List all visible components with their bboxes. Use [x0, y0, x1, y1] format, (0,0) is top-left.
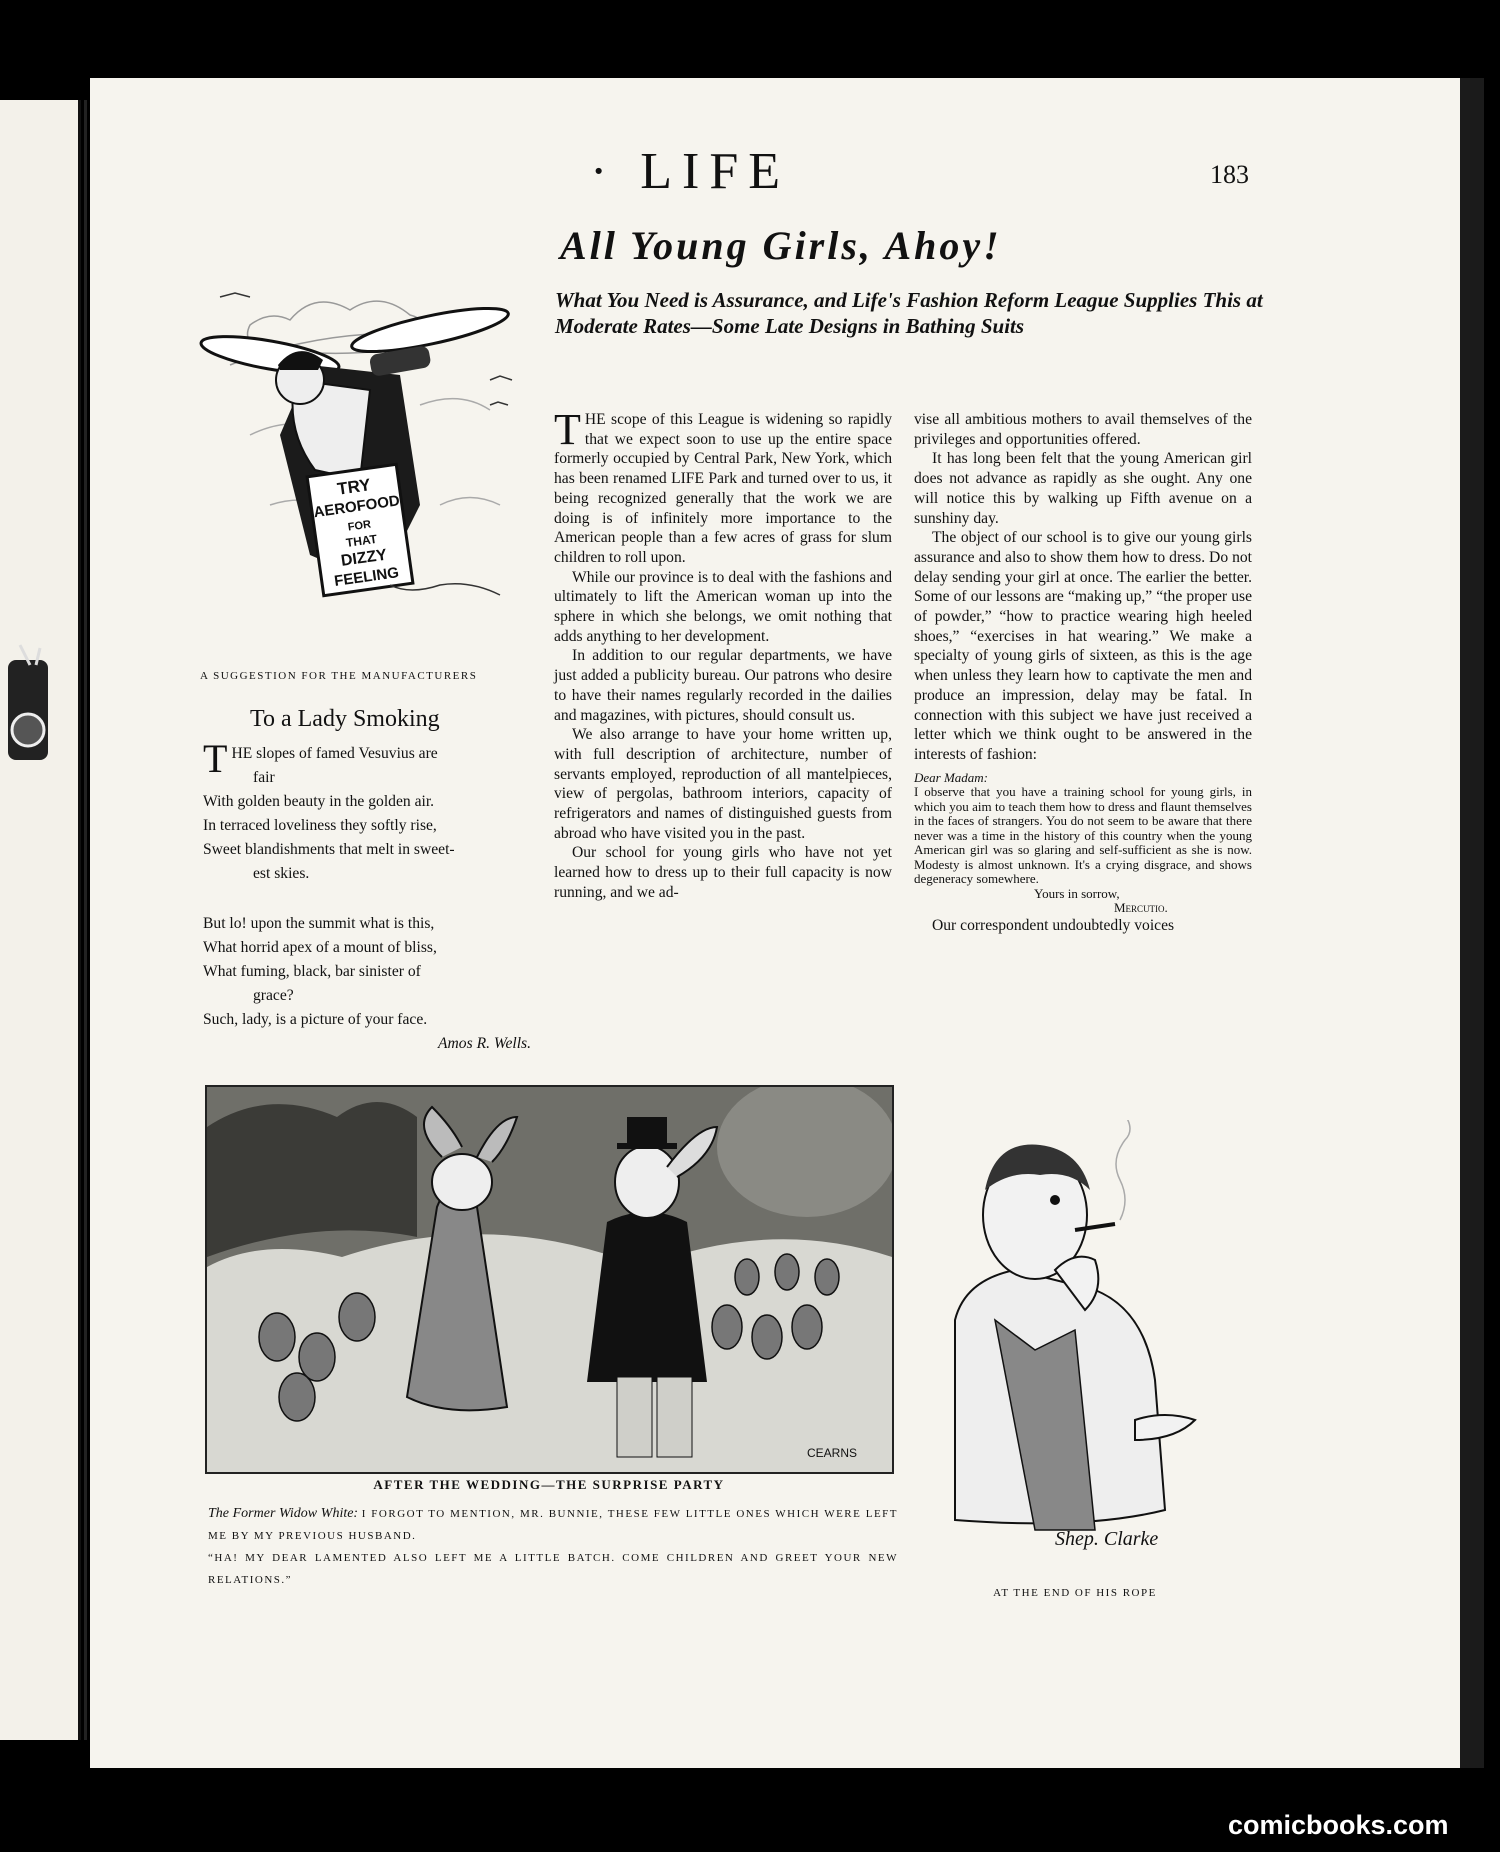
article-paragraph: Our correspondent undoubtedly voices — [932, 916, 1175, 934]
sign-line: AEROFOOD — [312, 492, 401, 522]
rabbits-illustration — [207, 1087, 892, 1472]
poem-line: est skies. — [253, 865, 310, 882]
poem-author: Amos R. Wells. — [438, 1035, 531, 1052]
article-dropcap: T — [554, 405, 581, 454]
watermark: comicbooks.com — [1228, 1810, 1449, 1840]
article-headline: All Young Girls, Ahoy! — [560, 223, 1002, 268]
article-paragraph: The object of our school is to give our young girls assurance and also to show them how to dress. Do not delay sending your girl at once. The earlier the better. Some of our lessons are “making up,” “the proper use of powder,” “how to practice wearing high heeled shoes,” “exercises in hat wearing.” We make a specialty of young girls of sixteen, as this is the age when unless they learn how to captivate the men and produce an impression, delay may be fatal. In connection with this subject we have just received a letter which we think ought to be answered in the interests of fashion: — [914, 529, 1252, 763]
aerofood-cartoon — [190, 285, 550, 655]
cartoon3-signature: Shep. Clarke — [1055, 1528, 1159, 1550]
poem-line: Such, lady, is a picture of your face. — [203, 1011, 428, 1028]
cartoon2-signature: CEARNS — [807, 1446, 858, 1460]
article-paragraph: In addition to our regular departments, we have just added a publicity bureau. Our patrons who desire to have their names regularly recorded in the dailies and magazines, with pictures, should consult us. — [554, 647, 892, 724]
article-paragraph: We also arrange to have your home written up, with full description of architecture, number of servants employed, reproduction of all mantelpieces, view of pergolas, bathroom interiors, capacity of refrigerators and names of distinguished guests from abroad who have visited you in the past. — [554, 726, 892, 842]
smoking-man-cartoon — [935, 1120, 1215, 1560]
sign-line: DIZZY — [339, 546, 389, 570]
page-right-edge — [1460, 78, 1484, 1768]
poem-title: To a Lady Smoking — [250, 706, 440, 732]
cartoon2-speaker: The Former Widow White: — [208, 1506, 359, 1521]
poem-line: In terraced loveliness they softly rise, — [203, 817, 437, 834]
sign-line: FEELING — [333, 564, 400, 590]
letter-body: I observe that you have a training school for young girls, in which you aim to teach them how to dress and flaunt themselves in the faces of strangers. You do not seem to be aware that there never was a time in the history of this country when the young American girl was so glaring and self-sufficient as she is now. Modesty is almost unknown. It's a crying disgrace, and shows degeneracy somewhere. — [914, 784, 1252, 887]
poem-line: With golden beauty in the golden air. — [203, 793, 435, 810]
article-column-1 — [554, 405, 892, 903]
poem-dropcap: T — [203, 736, 228, 781]
letter-closing: Yours in sorrow, — [1034, 885, 1120, 901]
letter-signature: Mercutio. — [1114, 900, 1168, 916]
article-paragraph: HE scope of this League is widening so rapidly that we expect soon to use up the entire space formerly occupied by Central Park, New York, which has been renamed LIFE Park and turned over to us, it being recognized generally that the work we are doing is of infinitely more importance to the American people than a few acres of grass for slum children to roll upon. — [554, 411, 892, 566]
surprise-party-cartoon — [205, 1085, 894, 1474]
sign-line: TRY — [336, 475, 372, 499]
poem-line: What fuming, black, bar sinister of — [203, 963, 421, 980]
article-column-2 — [914, 410, 1252, 935]
letter — [914, 771, 1252, 916]
article-paragraph: Our school for young girls who have not yet learned how to dress up to their full capacity is now running, and we ad- — [554, 844, 892, 901]
poem-body — [203, 736, 543, 1056]
cartoon2-caption — [208, 1503, 898, 1591]
article-deck: What You Need is Assurance, and Life's Fashion Reform League Supplies This at Moderate Rates—Some Late Designs in Bathing Suits — [555, 288, 1263, 338]
poem-line: HE slopes of famed Vesuvius are — [231, 745, 438, 762]
poem-line: But lo! upon the summit what is this, — [203, 915, 435, 932]
poem-line: fair — [253, 769, 275, 786]
cartoon1-caption: A SUGGESTION FOR THE MANUFACTURERS — [200, 670, 478, 682]
binder-clip-icon — [0, 640, 70, 790]
sign-line: FOR — [347, 518, 372, 534]
cartoon3-caption: AT THE END OF HIS ROPE — [993, 1587, 1157, 1599]
article-paragraph: vise all ambitious mothers to avail themselves of the privileges and opportunities offered. — [914, 411, 1252, 448]
cartoon2-line: I FORGOT TO MENTION, MR. BUNNIE, THESE FEW LITTLE ONES WHICH WERE LEFT ME BY MY PREVIOUS HUSBAND. — [208, 1508, 899, 1542]
masthead: · LIFE — [589, 143, 791, 200]
cartoon2-title: AFTER THE WEDDING—THE SURPRISE PARTY — [373, 1477, 725, 1492]
letter-salutation: Dear Madam: — [914, 769, 989, 785]
cartoon2-line: “HA! MY DEAR LAMENTED ALSO LEFT ME A LITTLE BATCH. COME CHILDREN AND GREET YOUR NEW RELATIONS.” — [208, 1552, 898, 1586]
gutter-line — [84, 100, 87, 1740]
page-number: 183 — [1210, 160, 1249, 189]
poem-line: Sweet blandishments that melt in sweet- — [203, 841, 455, 858]
left-page-edge — [0, 100, 81, 1740]
article-paragraph: It has long been felt that the young American girl does not advance as rapidly as she ought. Any one will notice this by walking up Fifth avenue on a sunshiny day. — [914, 450, 1252, 527]
sign-line: THAT — [345, 531, 378, 550]
poem-line: grace? — [253, 987, 294, 1004]
article-paragraph: While our province is to deal with the fashions and ultimately to lift the American woman up into the sphere in which she belongs, we omit nothing that adds anything to her development. — [554, 568, 892, 645]
poem-line: What horrid apex of a mount of bliss, — [203, 939, 437, 956]
